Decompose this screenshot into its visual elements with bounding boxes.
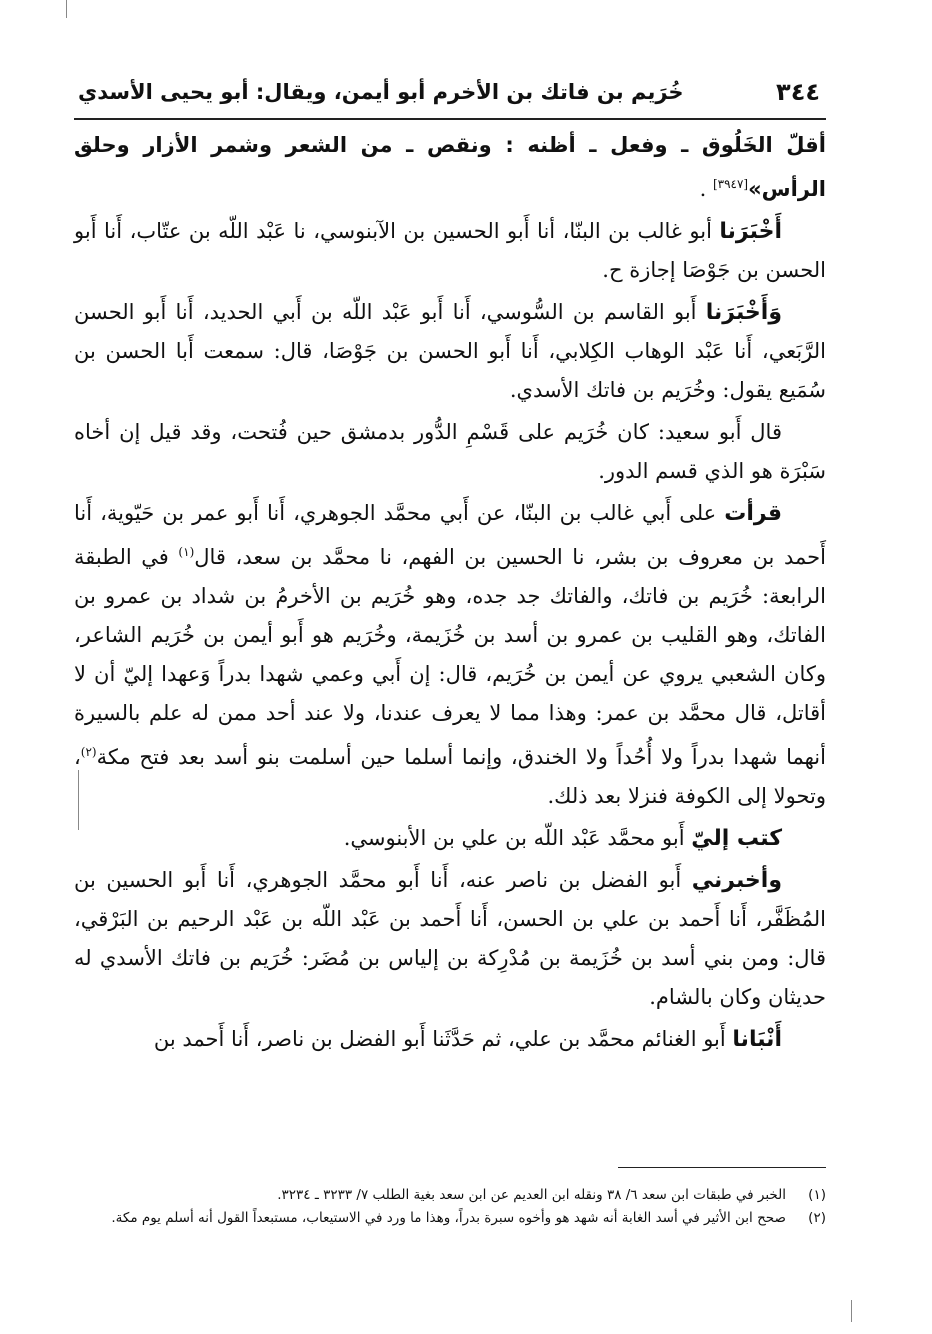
footnotes xyxy=(74,1184,826,1230)
paragraph-text: أَبو محمَّد عَبْد اللّه بن علي بن الأبنوسي. xyxy=(343,826,692,850)
running-title: خُرَيم بن فاتك بن الأخرم أبو أيمن، ويقال: أبو يحيى الأسدي xyxy=(78,80,684,104)
paragraph xyxy=(74,1020,826,1059)
paragraph xyxy=(74,494,826,816)
isnad-lead-word: وَأَخْبَرَنا xyxy=(705,300,782,325)
footnote-rule xyxy=(618,1167,826,1168)
footnote-marker[interactable]: (٢) xyxy=(80,745,97,759)
paragraph xyxy=(74,861,826,1017)
paragraph xyxy=(74,413,826,491)
footnote-text: صحح ابن الأثير في أسد الغابة أنه شهد هو وأخوه سبرة بدراً، وهذا ما ورد في الاستيعاب، مستبعداً القول أنه أسلم يوم مكة. xyxy=(111,1210,786,1226)
paragraph xyxy=(74,819,826,858)
main-text xyxy=(74,126,826,1062)
paragraph-text: أَبو القاسم بن السُّوسي، أَنا أَبو عَبْد اللّه بن أَبي الحديد، أَنا أَبو الحسن الرَّبَعي، أَنا عَبْد الوهاب الكِلابي، أَنا أَبو الحسن بن جَوْصَا، قال: سمعت أَبا الحسن بن سُمَيع يقول: وخُرَيم بن فاتك الأسدي. xyxy=(74,300,826,402)
running-header xyxy=(74,70,826,114)
paragraph-text: أبو غالب بن البنّا، أنا أَبو الحسين بن الآبنوسي، نا عَبْد اللّه بن عتّاب، أَنا أَبو الحسن بن جَوْصَا إجازة ح. xyxy=(74,219,826,282)
paragraph-text: على أَبي غالب بن البنّا، عن أَبي محمَّد الجوهري، أَنا أَبو عمر بن حَيّوية، أَنا أَحمد بن معروف بن بشر، نا الحسين بن الفهم، نا محمَّد بن سعد، قال xyxy=(74,501,826,569)
footnote-marker[interactable]: (١) xyxy=(178,545,195,559)
paragraph-end: . xyxy=(699,177,707,201)
paragraph-text: قال أَبو سعيد: كان خُرَيم على قَسْمِ الدُّور بدمشق حين فُتحت، وقد قيل إن أخاه سَبْرَة هو الذي قسم الدور. xyxy=(74,420,826,483)
isnad-lead-word: وأخبرني xyxy=(691,868,782,893)
reference-number: [٣٩٤٧] xyxy=(712,177,749,191)
footnote xyxy=(74,1184,826,1207)
isnad-lead-word: قرأت xyxy=(724,501,782,526)
paragraph-text: أَبو الغنائم محمَّد بن علي، ثم حَدَّثَنا أَبو الفضل بن ناصر، أَنا أَحمد بن xyxy=(153,1027,733,1051)
paragraph xyxy=(74,212,826,290)
scan-margin-mark xyxy=(851,1300,852,1322)
isnad-lead-word: أَنْبَانا xyxy=(732,1027,782,1052)
footnote-number: (٢) xyxy=(808,1210,826,1226)
scan-margin-mark xyxy=(66,0,67,18)
header-rule xyxy=(74,118,826,120)
isnad-lead-word: كتب إليّ xyxy=(691,826,782,851)
paragraph-text: أقلّ الخَلُوق ـ وفعل ـ أظنه : ونقص ـ من الشعر وشمر الأزار وحلق الرأس» xyxy=(74,133,826,201)
paragraph xyxy=(74,126,826,209)
paragraph-text: ، وتحولا إلى الكوفة فنزلا بعد ذلك. xyxy=(74,745,826,808)
page-number: ٣٤٤ xyxy=(776,78,820,106)
footnote xyxy=(74,1207,826,1230)
paragraph-text: أَبو الفضل بن ناصر عنه، أَنا أَبو محمَّد الجوهري، أَنا أَبو الحسين بن المُظَفَّر، أَنا أَحمد بن علي بن الحسن، أَنا أَحمد بن عَبْد اللّه بن عَبْد الرحيم بن البَرْقي، قال: ومن بني أسد بن خُزَيمة بن مُدْرِكة بن إلياس بن مُضَر: خُرَيم بن فاتك الأسدي له حديثان وكان بالشام. xyxy=(74,868,826,1009)
paragraph xyxy=(74,293,826,410)
footnote-number: (١) xyxy=(808,1187,826,1203)
footnote-text: الخبر في طبقات ابن سعد ٦/ ٣٨ ونقله ابن العديم عن ابن سعد بغية الطلب ٧/ ٣٢٣٣ ـ ٣٢٣٤. xyxy=(277,1187,786,1203)
isnad-lead-word: أَخْبَرَنا xyxy=(719,219,782,244)
paragraph-text: في الطبقة الرابعة: خُرَيم بن فاتك، والفاتك جد جده، وهو خُرَيم بن الأخرمُ بن شداد بن عمرو بن الفاتك، وهو القليب بن عمرو بن أسد بن خُزَيمة، وخُرَيم هو أَبو أيمن بن خُرَيم الشاعر، وكان الشعبي يروي عن أيمن بن خُرَيم، قال: إن أَبي وعمي شهدا بدراً وَعهدا إليّ أن لا أقاتل، قال محمَّد بن عمر: وهذا مما لا يعرف عندنا، ولا عند أحد ممن له علم بالسيرة أنهما شهدا بدراً ولا أُحُداً ولا الخندق، وإنما أسلما حين أسلمت بنو أسد بعد فتح مكة xyxy=(74,545,826,769)
